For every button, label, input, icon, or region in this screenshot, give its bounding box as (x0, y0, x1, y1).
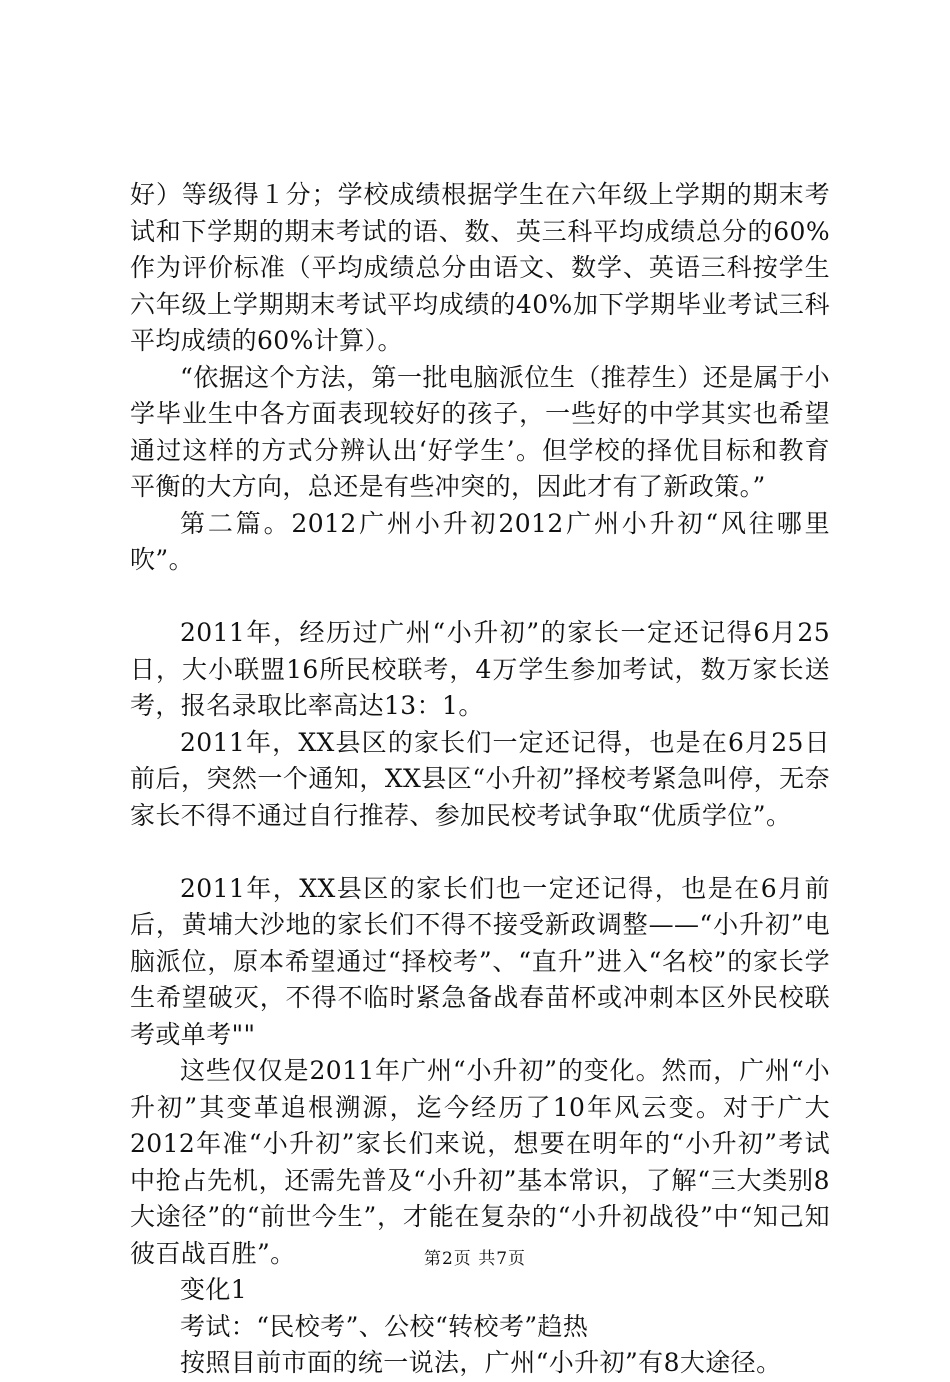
paragraph-change-heading: 变化1 (180, 1275, 248, 1304)
document-body (130, 177, 830, 1382)
paragraph-2011-policy: 2011年，XX县区的家长们也一定还记得，也是在6月前后，黄埔大沙地的家长们不得不接受新政调整——“小升初”电脑派位，原本希望通过“择校考”、“直升”进入“名校”的家长学生希望破灭，不得不临时紧急备战春苗杯或冲刺本区外民校联考或单考"" (130, 873, 830, 1049)
paragraph-2011-exam: 2011年，经历过广州“小升初”的家长一定还记得6月25日，大小联盟16所民校联考，4万学生参加考试，数万家长送考，报名录取比率高达13：1。 (130, 618, 830, 720)
paragraph-gap (130, 834, 830, 871)
paragraph-school-score: 好）等级得１分；学校成绩根据学生在六年级上学期的期末考试和下学期的期末考试的语、数、英三科平均成绩总分的60%作为评价标准（平均成绩总分由语文、数学、英语三科按学生六年级上学期期末考试平均成绩的40%加下学期毕业考试三科平均成绩的60%计算）。 (130, 180, 830, 355)
paragraph-exam-subheading: 考试：“民校考”、公校“转校考”趋热 (180, 1311, 589, 1341)
paragraph-history: 这些仅仅是2011年广州“小升初”的变化。然而，广州“小升初”其变革追根溯源，迄今经历了10年风云变。对于广大2012年准“小升初”家长们来说，想要在明年的“小升初”考试中抢占先机，还需先普及“小升初”基本常识，了解“三大类别8大途径”的“前世今生”，才能在复杂的“小升初战役”中“知己知彼百战百胜”。 (130, 1056, 830, 1268)
page-number: 第2页 共7页 (423, 1249, 527, 1269)
paragraph-2011-halt: 2011年，XX县区的家长们一定还记得，也是在6月25日前后，突然一个通知，XX县区“小升初”择校考紧急叫停，无奈家长不得不通过自行推荐、参加民校考试争取“优质学位”。 (130, 727, 830, 830)
paragraph-quote: “依据这个方法，第一批电脑派位生（推荐生）还是属于小学毕业生中各方面表现较好的孩子，一些好的中学其实也希望通过这样的方式分辨认出‘好学生’。但学校的择优目标和教育平衡的大方向，总还是有些冲突的，因此才有了新政策。” (130, 362, 830, 501)
paragraph-eight-routes: 按照目前市面的统一说法，广州“小升初”有8大途径。 (180, 1348, 782, 1377)
paragraph-gap (130, 579, 830, 616)
paragraph-section-title: 第二篇。2012广州小升初2012广州小升初“风往哪里吹”。 (130, 508, 830, 574)
